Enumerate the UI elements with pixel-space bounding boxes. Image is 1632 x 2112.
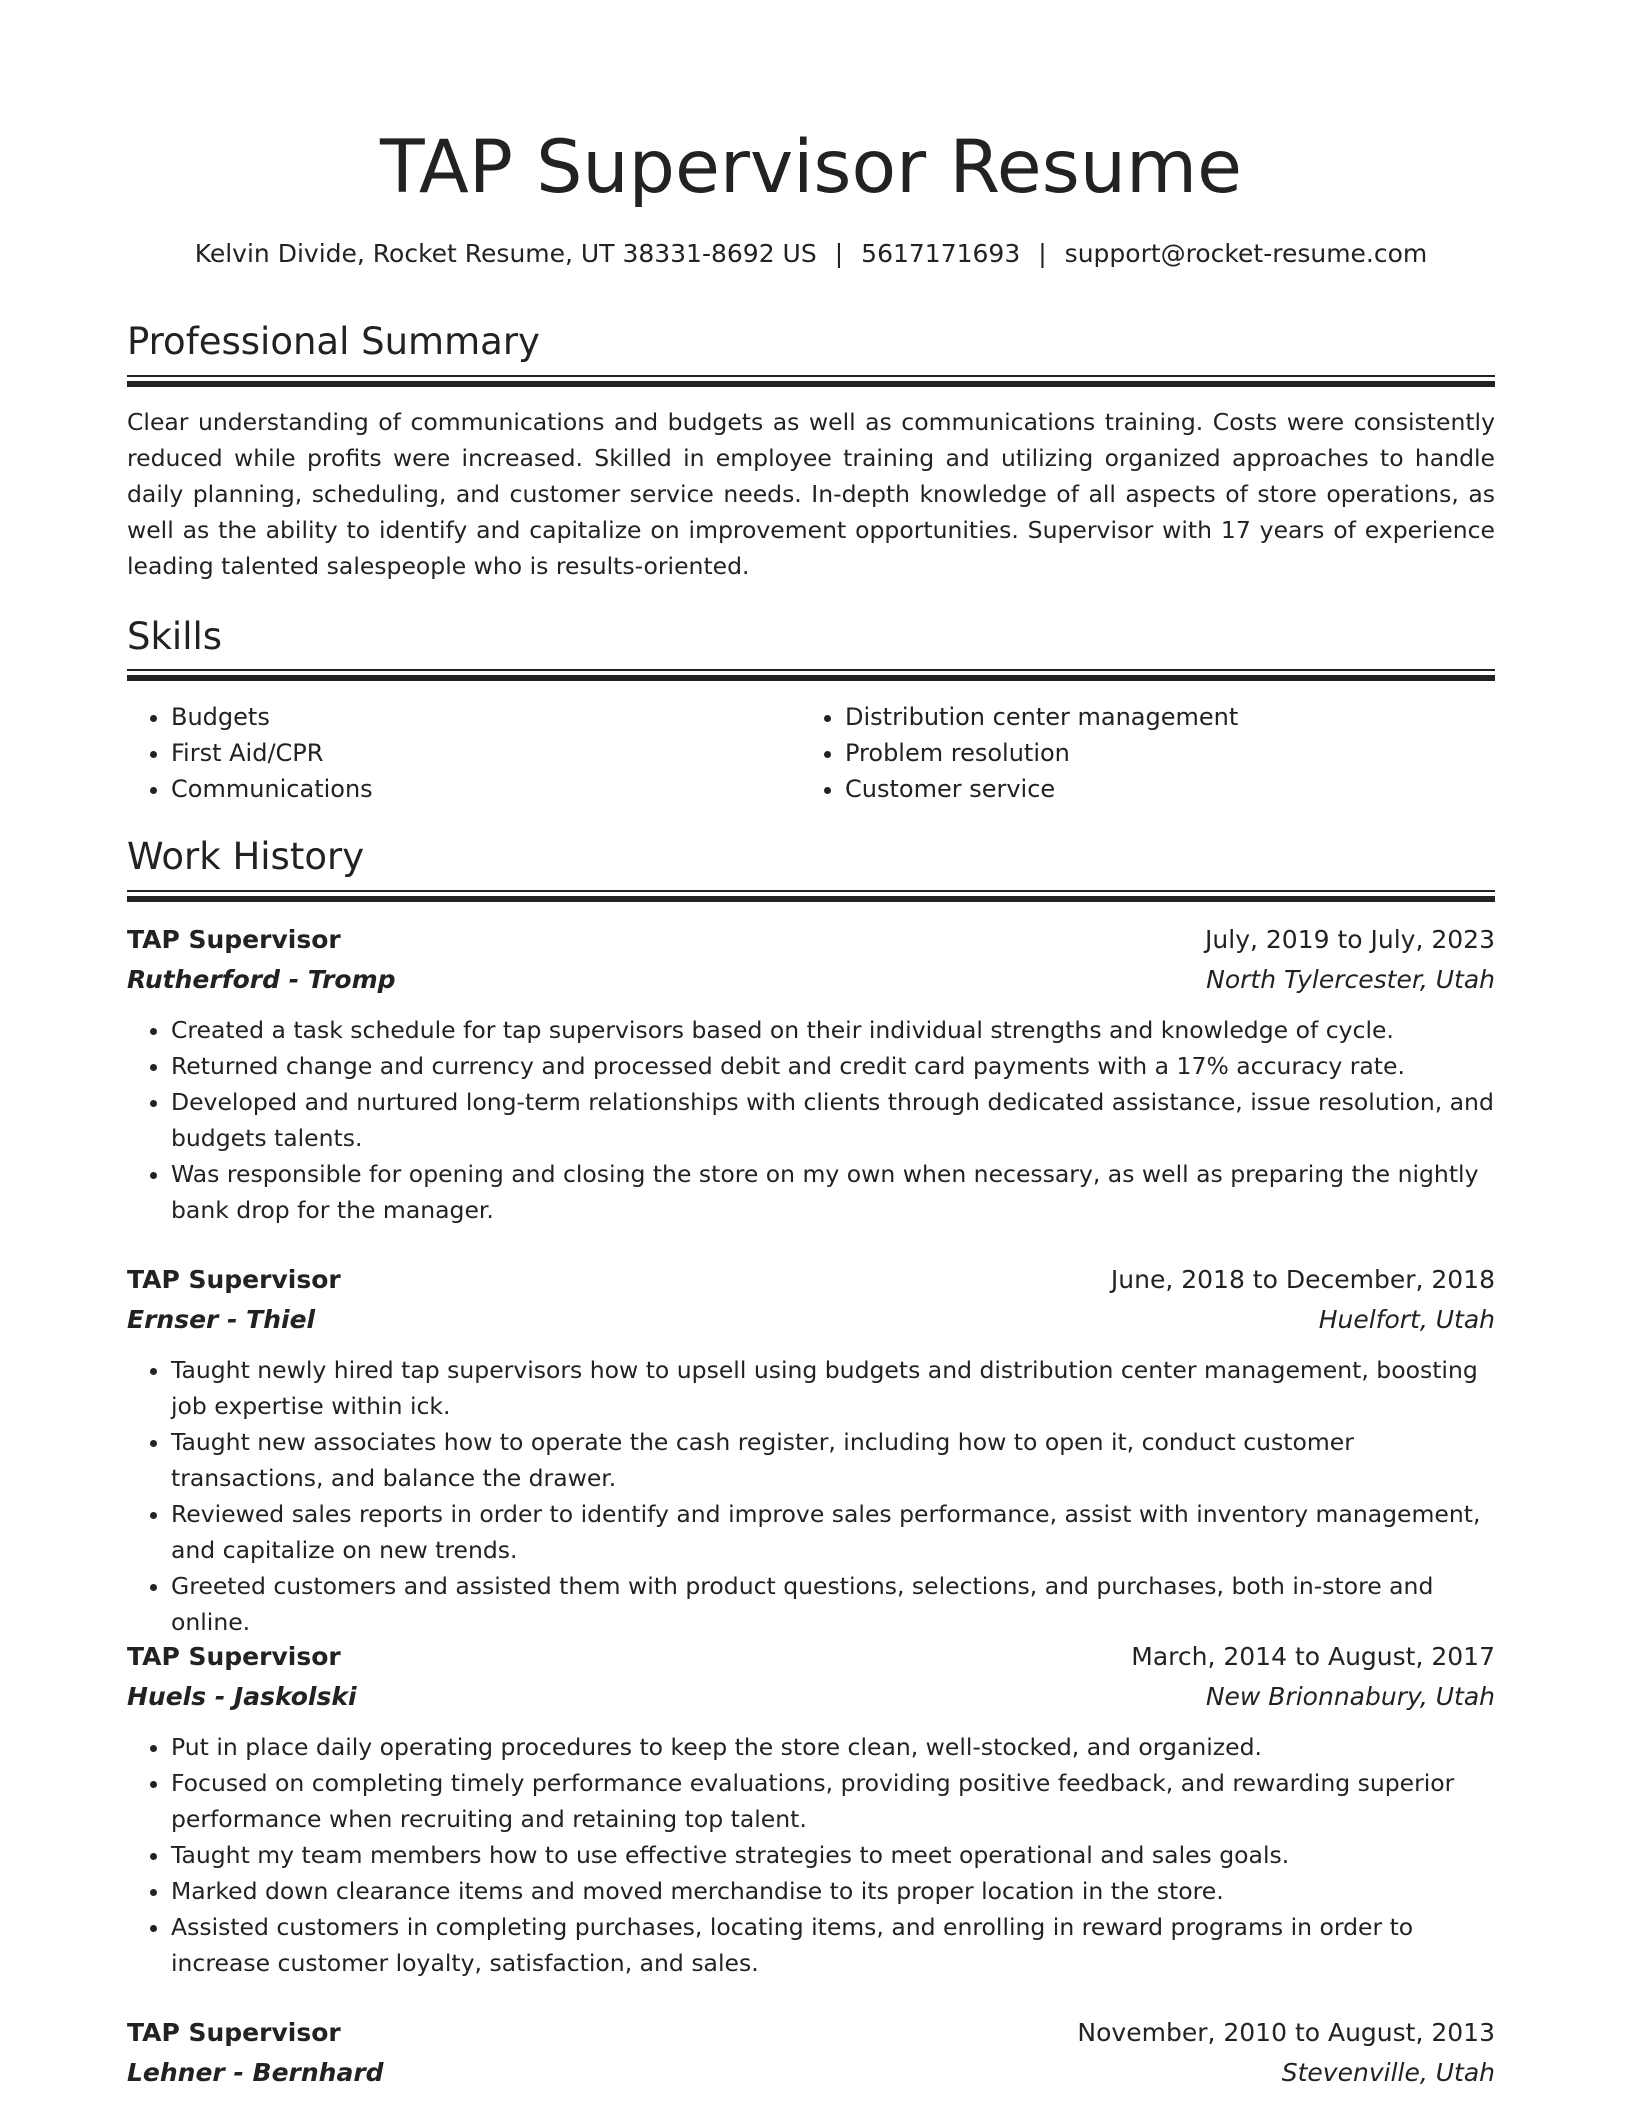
skills-list [127, 699, 1495, 807]
skills-column-right [801, 699, 1475, 807]
job-bullet: • Put in place daily operating procedures to keep the store clean, well-stocked, and organized. [171, 1729, 1495, 1765]
job-company: Huels - Jaskolski [127, 1682, 357, 1711]
job-bullet: • Focused on completing timely performance evaluations, providing positive feedback, and rewarding superior performance when recruiting and retaining top talent. [171, 1765, 1495, 1837]
job-location: North Tylercester, Utah [1206, 965, 1495, 994]
job-location: Stevenville, Utah [1281, 2058, 1495, 2087]
contact-separator: | [1038, 239, 1047, 268]
job-bullets [127, 1729, 1495, 1981]
job-location: Huelfort, Utah [1318, 1305, 1495, 1334]
job-entry [127, 1637, 1495, 1981]
job-entry [127, 1260, 1495, 1640]
job-dates: November, 2010 to August, 2013 [1077, 2018, 1495, 2047]
job-location: New Brionnabury, Utah [1205, 1682, 1495, 1711]
skill-item: • Distribution center management [845, 699, 1475, 735]
job-dates: June, 2018 to December, 2018 [1110, 1265, 1495, 1294]
job-bullet: • Created a task schedule for tap supervisors based on their individual strengths and knowledge of cycle. [171, 1012, 1495, 1048]
job-bullet: • Taught new associates how to operate the cash register, including how to open it, conduct customer transactions, and balance the drawer. [171, 1424, 1495, 1496]
job-dates: March, 2014 to August, 2017 [1131, 1642, 1495, 1671]
contact-email: support@rocket-resume.com [1064, 239, 1428, 268]
job-title: TAP Supervisor [127, 1642, 341, 1671]
skill-item: • Communications [171, 771, 801, 807]
job-entry [127, 920, 1495, 1228]
section-heading-work-history: Work History [127, 835, 365, 878]
contact-separator: | [834, 239, 844, 268]
section-heading-skills: Skills [127, 615, 223, 658]
job-bullet: • Reviewed sales reports in order to identify and improve sales performance, assist with inventory management, and capitalize on new trends. [171, 1496, 1495, 1568]
job-bullet: • Returned change and currency and processed debit and credit card payments with a 17% accuracy rate. [171, 1048, 1495, 1084]
job-dates: July, 2019 to July, 2023 [1205, 925, 1495, 954]
contact-address: Kelvin Divide, Rocket Resume, UT 38331-8692 US [194, 239, 817, 268]
contact-phone: 5617171693 [861, 239, 1021, 268]
section-divider [127, 669, 1495, 681]
skill-item: • Customer service [845, 771, 1475, 807]
job-bullet: • Assisted customers in completing purchases, locating items, and enrolling in reward programs in order to increase customer loyalty, satisfaction, and sales. [171, 1909, 1495, 1981]
skill-item: • Problem resolution [845, 735, 1475, 771]
job-bullet: • Greeted customers and assisted them with product questions, selections, and purchases, both in-store and online. [171, 1568, 1495, 1640]
skill-item: • First Aid/CPR [171, 735, 801, 771]
job-company: Ernser - Thiel [127, 1305, 316, 1334]
job-bullet: • Developed and nurtured long-term relationships with clients through dedicated assistance, issue resolution, and budgets talents. [171, 1084, 1495, 1156]
skill-item: • Budgets [171, 699, 801, 735]
job-bullet: • Taught my team members how to use effective strategies to meet operational and sales goals. [171, 1837, 1495, 1873]
resume-title: TAP Supervisor Resume [379, 125, 1243, 210]
contact-line [127, 236, 1495, 272]
job-title: TAP Supervisor [127, 2018, 341, 2047]
job-title: TAP Supervisor [127, 1265, 341, 1294]
job-entry [127, 2013, 1495, 2093]
job-title: TAP Supervisor [127, 925, 341, 954]
section-divider [127, 890, 1495, 902]
job-company: Lehner - Bernhard [127, 2058, 384, 2087]
job-bullet: • Marked down clearance items and moved merchandise to its proper location in the store. [171, 1873, 1495, 1909]
section-heading-summary: Professional Summary [127, 320, 540, 363]
job-bullets [127, 1352, 1495, 1640]
section-divider [127, 375, 1495, 387]
job-bullet: • Was responsible for opening and closing the store on my own when necessary, as well as preparing the nightly bank drop for the manager. [171, 1156, 1495, 1228]
job-company: Rutherford - Tromp [127, 965, 396, 994]
job-bullets [127, 1012, 1495, 1228]
job-bullet: • Taught newly hired tap supervisors how to upsell using budgets and distribution center management, boosting job expertise within ick. [171, 1352, 1495, 1424]
summary-text: Clear understanding of communications and budgets as well as communications training. Costs were consistently reduced while profits were increased. Skilled in employee training and utilizing organized approaches to handle daily planning, scheduling, and customer service needs. In-depth knowledge of all aspects of store operations, as well as the ability to identify and capitalize on improvement opportunities. Supervisor with 17 years of experience leading talented salespeople who is results-oriented. [127, 408, 1495, 580]
skills-column-left [127, 699, 801, 807]
